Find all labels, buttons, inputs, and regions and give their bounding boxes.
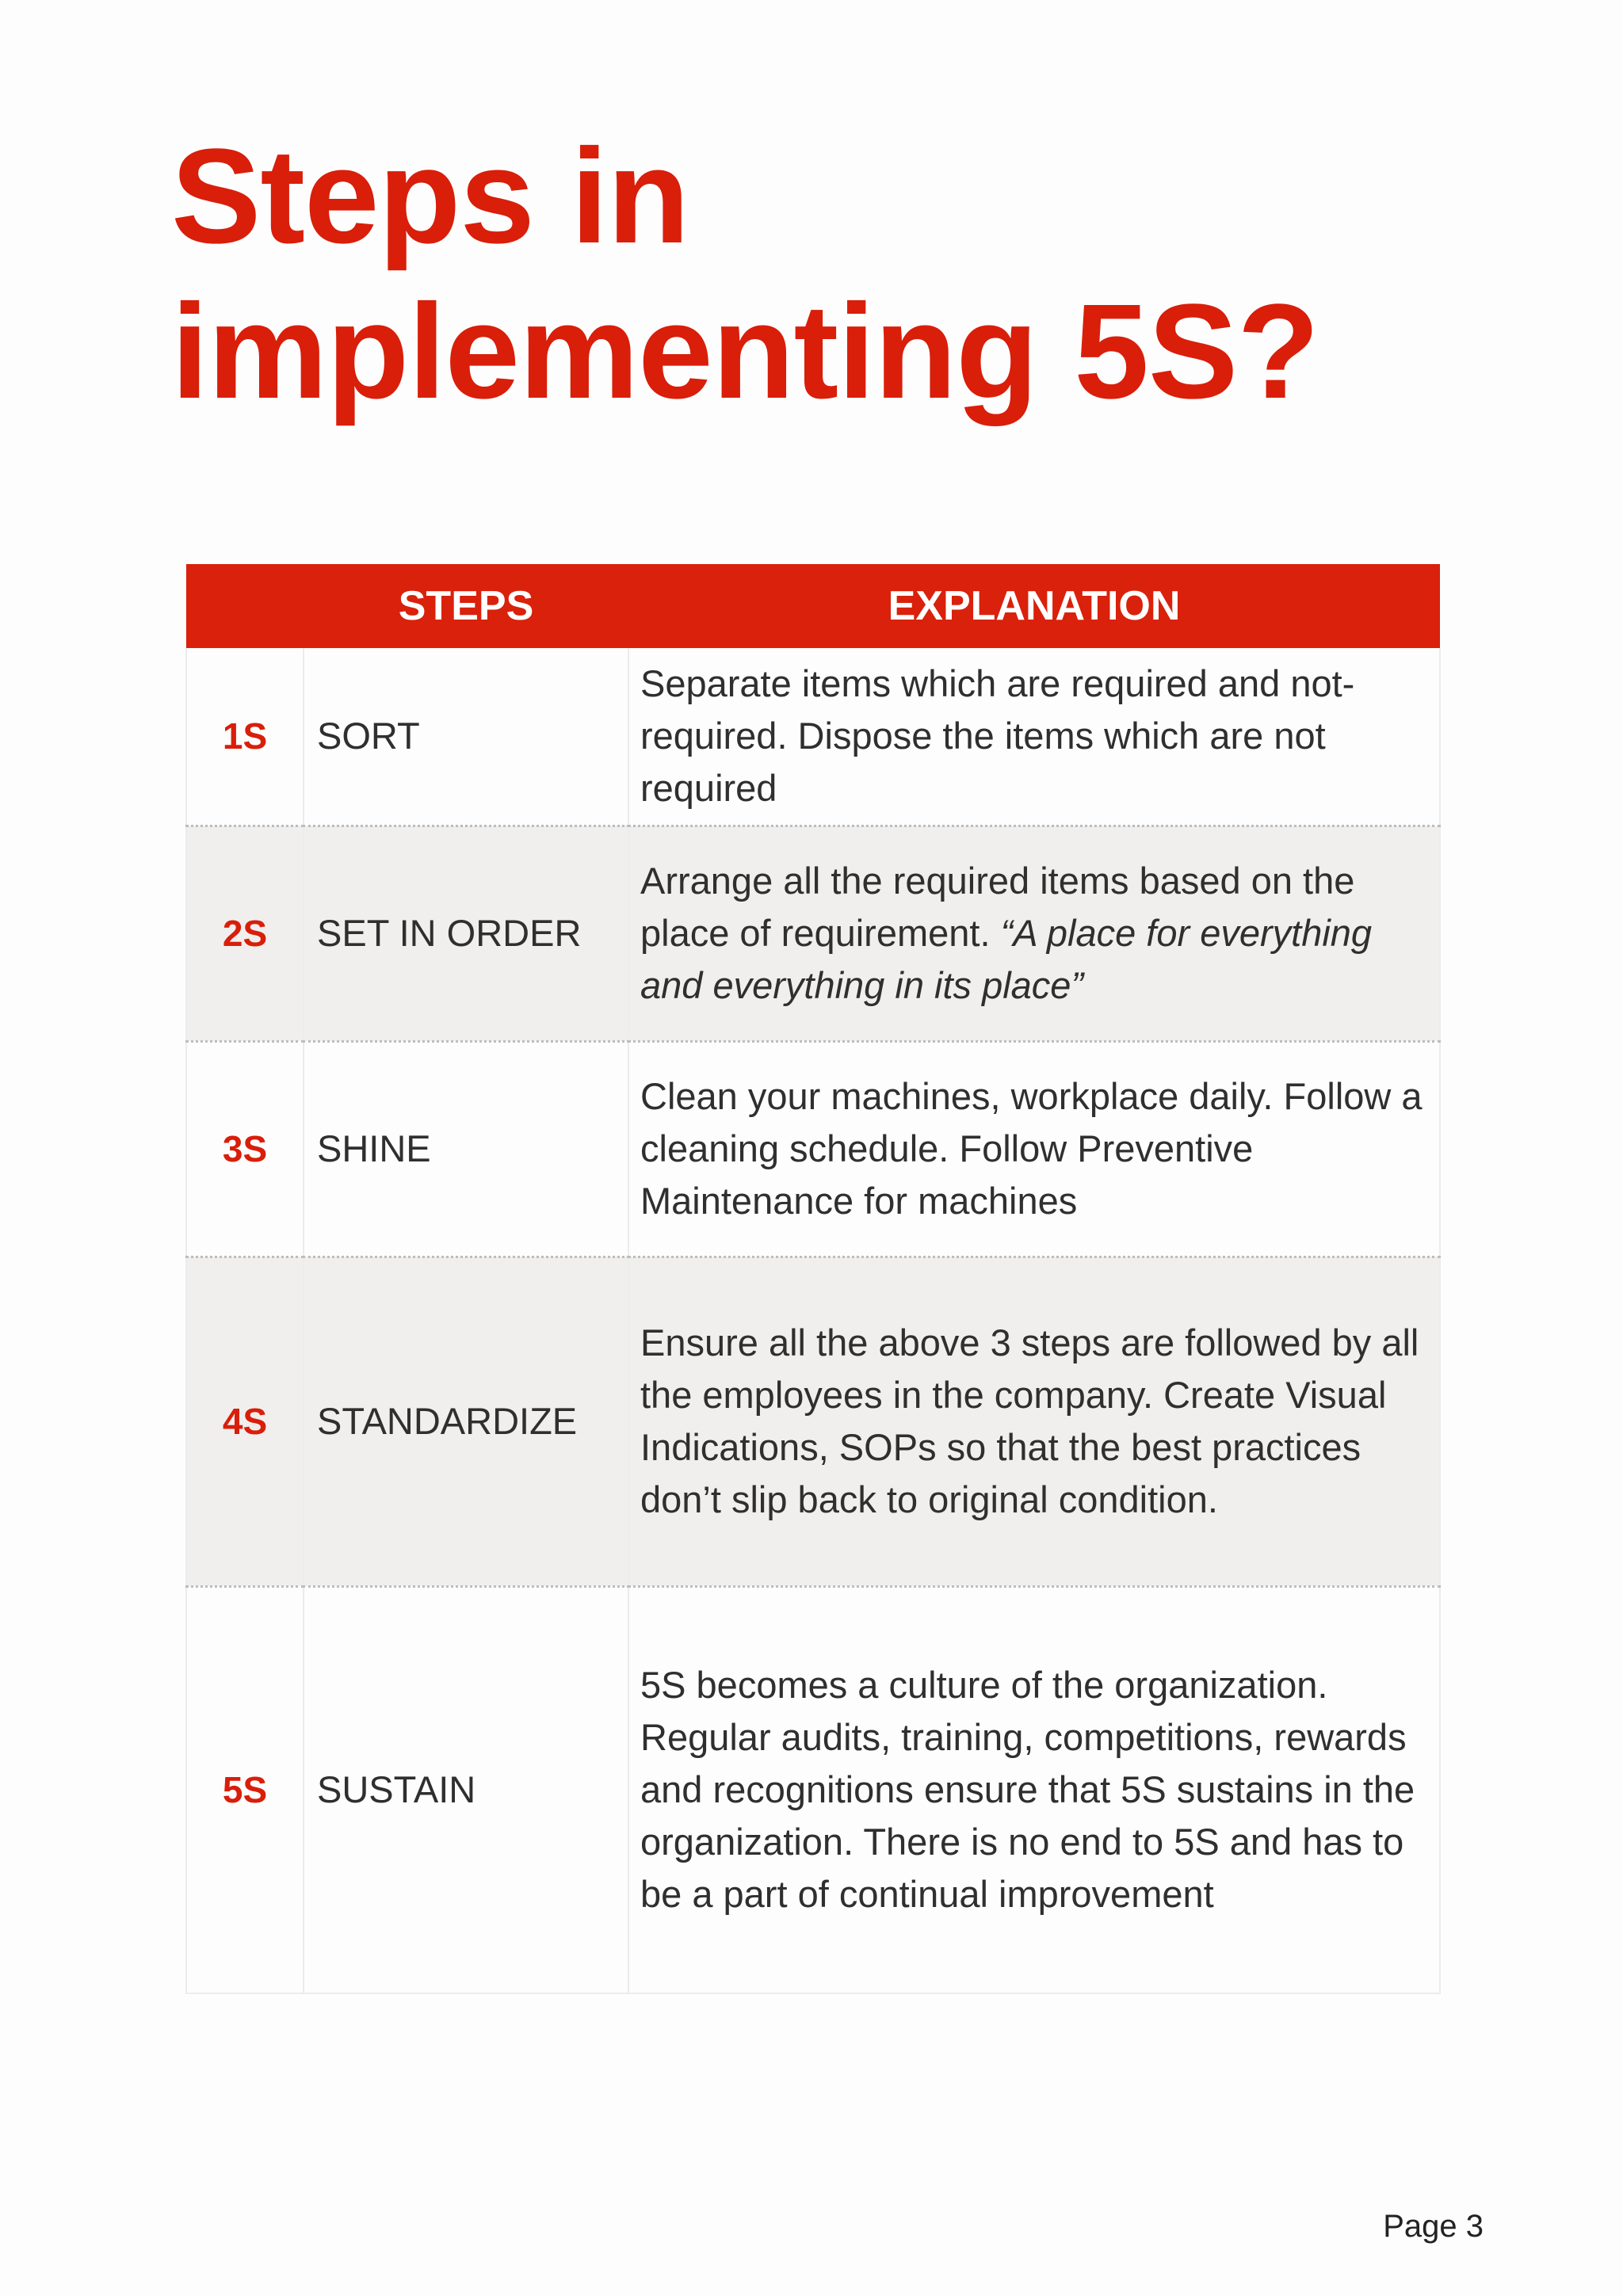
step-explanation xyxy=(628,1257,1440,1586)
explanation-text: Separate items which are required and not-required. Dispose the items which are not required xyxy=(640,662,1355,810)
step-explanation xyxy=(628,1586,1440,1993)
table-row xyxy=(186,1041,1440,1257)
explanation-text: 5S becomes a culture of the organization. Regular audits, training, competitions, rewards and recognitions ensure that 5S sustains in the organization. There is no end to 5S and has to be a part of continual improvement xyxy=(640,1664,1415,1916)
steps-table xyxy=(185,564,1441,1994)
table-row xyxy=(186,1257,1440,1586)
step-explanation xyxy=(628,826,1440,1041)
explanation-text: Ensure all the above 3 steps are followed by all the employees in the company. Create Visual Indications, SOPs so that the best practices don’t slip back to original condition. xyxy=(640,1322,1419,1520)
header-steps: STEPS xyxy=(398,583,534,629)
table-row xyxy=(186,826,1440,1041)
step-number: 4S xyxy=(186,1257,304,1586)
step-explanation xyxy=(628,648,1440,826)
step-name: SUSTAIN xyxy=(304,1586,628,1993)
table-row xyxy=(186,648,1440,826)
step-name: STANDARDIZE xyxy=(304,1257,628,1586)
header-num xyxy=(186,564,304,648)
explanation-text: Clean your machines, workplace daily. Follow a cleaning schedule. Follow Preventive Maintenance for machines xyxy=(640,1075,1423,1222)
table-row xyxy=(186,1586,1440,1993)
explanation-text: Arrange all the required items based on the place of requirement. xyxy=(640,860,1355,954)
step-name: SHINE xyxy=(304,1041,628,1257)
step-number: 3S xyxy=(186,1041,304,1257)
step-number: 2S xyxy=(186,826,304,1041)
step-name: SORT xyxy=(304,648,628,826)
step-number: 5S xyxy=(186,1586,304,1993)
table-header-row xyxy=(186,564,1440,648)
step-name: SET IN ORDER xyxy=(304,826,628,1041)
page-title: Steps in implementing 5S? xyxy=(171,121,1319,427)
step-number: 1S xyxy=(186,648,304,826)
step-explanation xyxy=(628,1041,1440,1257)
page-number: Page 3 xyxy=(1383,2209,1484,2244)
explanation-quote: “A place for everything and everything in its place” xyxy=(640,912,1373,1006)
header-explanation: EXPLANATION xyxy=(888,583,1181,629)
